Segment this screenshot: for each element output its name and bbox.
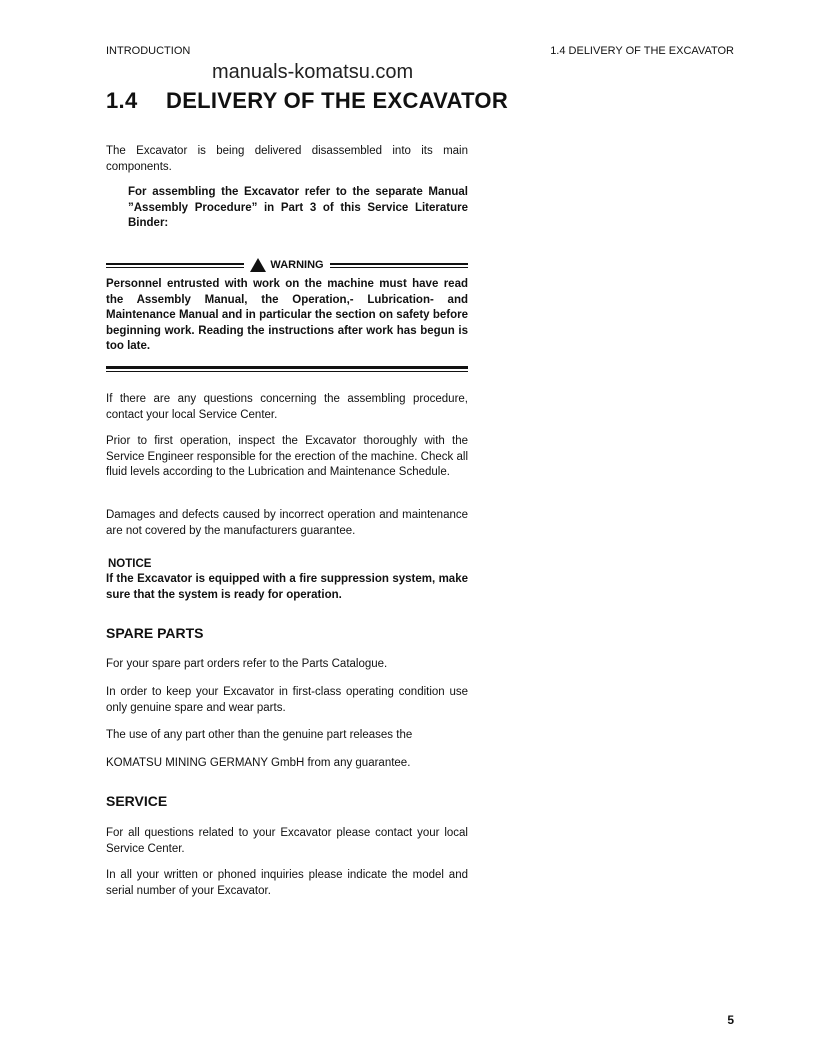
warning-end-rule (106, 366, 468, 372)
warning-text: Personnel entrusted with work on the machine must have read the Assembly Manual, the Operation,- Lubrication- and Maintenance Manual and in particular the section on safety before beginning work. Reading the instructions after work has begun is too late. (106, 278, 468, 352)
intro-text: The Excavator is being delivered disassembled into its main components. (106, 145, 468, 173)
paragraph: Prior to first operation, inspect the Excavator thoroughly with the Service Engineer responsible for the erection of the machine. Check all fluid levels according to the Lubrication and Maintenance Schedule. (106, 435, 468, 478)
header-right: 1.4 DELIVERY OF THE EXCAVATOR (550, 45, 734, 57)
warning-bar (106, 258, 468, 272)
page-number: 5 (727, 1013, 734, 1027)
notice-label: NOTICE (108, 558, 152, 570)
assembly-note: For assembling the Excavator refer to the separate Manual ”Assembly Procedure” in Part 3 of this Service Literature Binder: (128, 186, 468, 229)
warning-label: WARNING (270, 259, 324, 271)
paragraph: In order to keep your Excavator in first-class operating condition use only genuine spare and wear parts. (106, 686, 468, 714)
paragraph: For all questions related to your Excavator please contact your local Service Center. (106, 827, 468, 855)
spare-parts-heading: SPARE PARTS (106, 625, 204, 641)
paragraph: The use of any part other than the genuine part releases the (106, 729, 413, 741)
page-title (106, 88, 508, 114)
paragraph: In all your written or phoned inquiries please indicate the model and serial number of your Excavator. (106, 869, 468, 897)
paragraph: If there are any questions concerning the assembling procedure, contact your local Service Center. (106, 393, 468, 421)
section-title: DELIVERY OF THE EXCAVATOR (166, 88, 509, 113)
header-left: INTRODUCTION (106, 45, 191, 57)
warning-icon (250, 258, 266, 272)
paragraph: KOMATSU MINING GERMANY GmbH from any guarantee. (106, 757, 411, 769)
paragraph: Damages and defects caused by incorrect operation and maintenance are not covered by the manufacturers guarantee. (106, 509, 468, 537)
paragraph: For your spare part orders refer to the Parts Catalogue. (106, 658, 388, 670)
service-heading: SERVICE (106, 793, 168, 809)
section-number: 1.4 (106, 88, 138, 113)
notice-text: If the Excavator is equipped with a fire suppression system, make sure that the system is ready for operation. (106, 573, 468, 601)
watermark: manuals-komatsu.com (212, 61, 414, 83)
